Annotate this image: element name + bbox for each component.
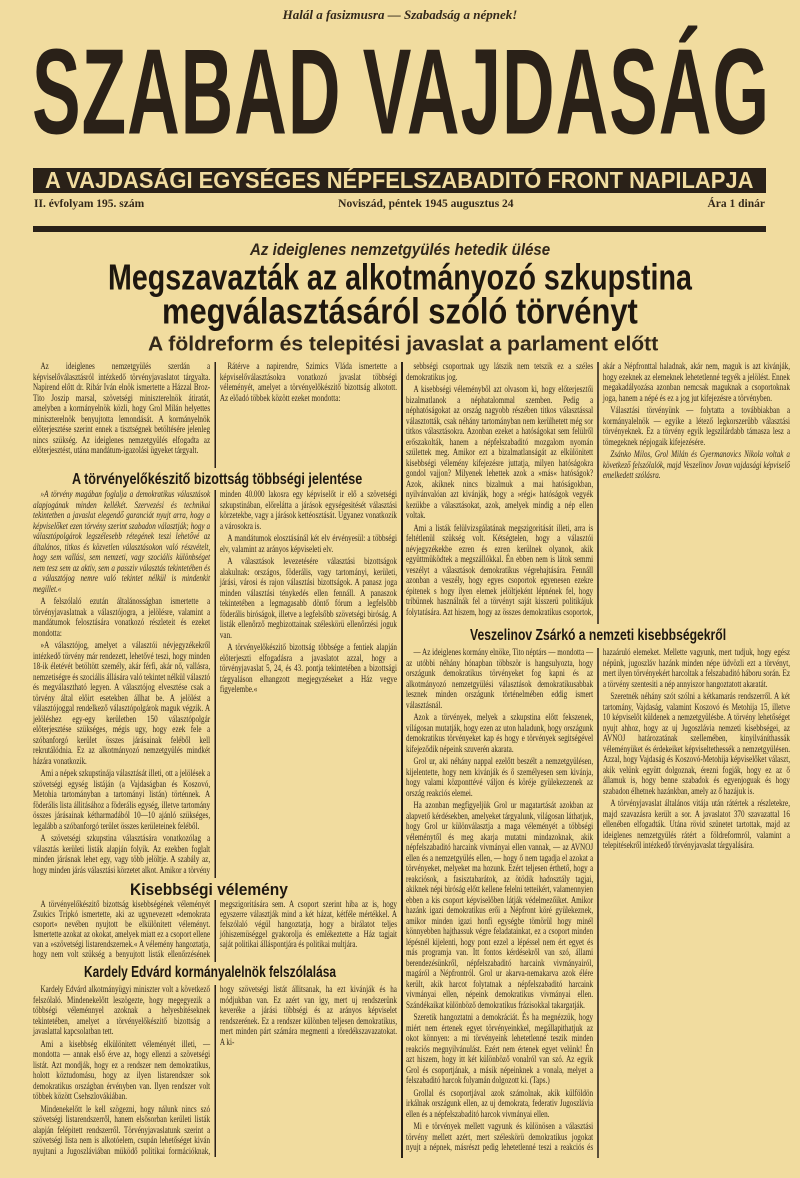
heading-text: A törvényelőkészitő bizottság többségi jelentése [72,470,363,488]
text-columns [33,490,397,878]
subheadline [148,334,680,357]
veszelinov-body [406,648,790,1158]
kardelj-body [33,985,397,1157]
paragraph: A törvényelőkészitő bizottság kisebbségének véleményét Zsukics Tripkó ismertette, aki az ugynevezett »demokrata csoport« nevében nyujtott be elkülönitett véleményt. Ismertette azokat az okokat, amelyek miatt ez a csoport ellene van a »szövetségi listarendszernek.« A vélemény hangoztatja, hogy nem volt szükség a benyujtott listák ellenőrzésének megszigoritására sem. A csoport szerint hiba az is, hogy egyszerre választják mind a két házat, kétféle mértékkel. A felszólaló végül hangoztatja, hogy a birálatot teljes jóhiszemüséggel gyakorolja és emlékeztette a Ház tagjait saját politikai álláspontjára és politikai multjára. [33,900,397,960]
section-heading-kardelj [84,964,443,983]
issue-info-line [34,198,765,210]
dateline: Noviszád, péntek 1945 augusztus 24 [338,198,514,210]
paragraph: Az ideiglenes nemzetgyülés szerdán a képviselőválasztásról intézkedő törvényjavaslatot tárgyalta. Napirend előtt dr. Ribár Iván elnök ismertette a Házzal Broz-Tito Joszip marsal, szövetségi miniszterelnök átiratát, amelyben a kormányelnök közli, hogy Grol Milán helyettes miniszterelnök benyujtotta lemondását. A kormányelnök előterjesztése szerint ennek a tisztségnek betöltésére jelenleg nincs szükség. Az ideiglenes nemzetgyülés elfogadta az előterjesztést, utána mandátum-igazolási ügyeket tárgyalt. [33,362,211,456]
paragraph: Ha azonban megfigyeljük Grol ur magatartását azokban az alapvető kérdésekben, amelyeket tárgyalunk, világosan láthatjuk, hogy Grol ur különválasztja a maga véleményét a többségi véleménytől és meg akarja mutatni mindazoknak, akik népfelszabaditó harcaink vivmányai ellen vannak, — az AVNOJ ellen és a nemzetgyülés ellen, — hogy ő nem tagadja el azokat a törvényeket, melyeket ma hozunk. Ezért teljesen érthető, hogy a reakciósok, a fasisztabarátok, az ötödik hadosztály tagjai, akiknek népi biróság előtt kellene felelni tetteikért, valamennyien ebben a kis csoport képviselőben látják védelmezőiket. Amikor hazánk igazi demokratikus erői a Népfront köré gyülekeznek, amikor minden igazi honfi egységbe tömörül hogy minél könnyebben hajthassuk végre feladatainkat, ez a csoport minden lépésnél kijelenti, hogy pont ezzel a lépéssel nem ért egyet és más programja van. Itt fontos kérdésekről van szó, állami berendezésünkről, népfelszabaditó harcaink vivmányairól, magáról a Népfrontról. Grol ur akarva-nemakarva azok élére került, akik harcot folytatnak a népfelszabaditó harcaink vivmányai ellen, népeink demokratikus vivmányai ellen. Szándékaikat különböző demokratikus frázisokkal takargatják. [406,801,594,1011]
price: Ára 1 dinár [707,198,765,210]
paragraph: A törvényelőkészitő bizottság többsége a fentiek alapján előterjeszti elfogadásra a javaslatot azzal, hogy a törvényjavaslat 5, 24, és 43. pontja tekintetében a bizottsági tárgyaláson elhangzott megjegyzéseket a Ház vegye figyelembe.« [219,643,397,695]
paragraph: Ami a listák felülvizsgálatának megszigoritását illeti, arra is feltétlenül szükség volt. Kétségtelen, hogy a választói névjegyzékekbe ezren és ezren kerülnek olyanok, akik együttmüködtek a megszállókkal. Én ebben nem is látok semmi veszélyt a választások demokratikus végrehajtására. Fennáll azonban a veszély, hogy egyes csoportok egyenesen ezekre épitenek s hogy ilyen elemek jelöltjeként lépnének fel, hogy tribünnek használnák fel a törvényt saját kisszerü politikájuk folytatására. Azt hiszem, hogy az összes demokratikus csoportok, akár a Népfronttal haladnak, akár nem, maguk is azt kivánják, hogy ezeknek az elemeknek lehetetlenné tegyék a jelölést. Ennek megakadályozása azonban nemcsak maguknak a csoportoknak joga, hanem a népé és ez a jog jut kifejezésre a törvényben. [406,362,790,618]
heading-text: Kardely Edvárd kormányalelnök felszólalása [84,963,337,981]
paragraph: A felszólaló ezután általánosságban ismertette a törvényjavaslatnak a választójogra, a jelölésre, valamint a mandátumok felosztására vonatkozó részleteit és ezeket mondotta: [33,597,211,639]
paragraph: Zsánko Milos, Grol Milán és Gyermanovics Nikola voltak a következő felszólalók, majd Veszelinov Jovan vajdasági képviselő emelkedett szólásra. [602,450,790,481]
paragraph: »A választójog, amelyet a választói névjegyzékekről intézkedő törvény már rendezett, lehetővé teszi, hogy minden 18-ik életévét betöltött személy, akár férfi, akár nő, vallásra, nemzetiségre és szociális állására való tekintet nélkül választó és megválasztható legyen. A választójog elvesztése csak a törvény által előirt esetekben állhat be. A jelölést a választójoggal rendelkező választópolgárok maguk végzik. A jelöléshez egy-egy kerületben 150 választópolgár előterjesztése szükséges, mégis ugy, hogy ezek fele a szóbanforgó kerület összes járásainak feléből kell rekrutálódnia. Ez az alkotmányozó nemzetgyülés mindkét házára vonatkozik. [33,641,211,767]
text-columns [406,648,790,1158]
kicker [250,241,588,260]
masthead-subtitle-band [33,168,766,193]
headline-text: Megszavazták az alkotmányozó szkupstina [108,258,692,298]
paragraph: Rátérve a napirendre, Szimics Vláda ismertette a képviselőválasztásokra vonatkozó javaslat többségi véleményét, amelyet a törvényelőkészitő bizottság alkotott. Az előadó többek között ezeket mondotta: [219,362,397,404]
newspaper-subtitle: A VAJDASÁGI EGYSÉGES NÉPFELSZABADITÓ FRONT NAPILAPJA [45,168,754,193]
subheadline-text: A földreform és telepitési javaslat a parlament előtt [148,332,659,355]
paragraph: Mindenekelőtt le kell szögezni, hogy nálunk nincs szó szövetségi listarendszerről, hanem elsősorban kerületi listák alapján felépitett rendszerről. Törvényjavaslatunk szerint a szövetségi lista nem is alkotóelem, csupán lehetőséget kiván nyujtani a Jugoszláviában müködő politikai formációknak, hogy szövetségi listát állitsanak, ha ezt kivánják és ha módjukban van. Ez azért van igy, mert uj rendszerünk keveréke a járási többségi és az arányos képviselet rendszerének. Ez a rendszer különben teljesen demokratikus, mert minden párt számára megmenti a töredékszavazatokat. A ki- [33,985,397,1157]
text-columns [33,900,397,962]
paragraph: Mi e törvények mellett vagyunk és különösen a választási törvény mellett azért, mert széleskörü demokratikus jogokat nyujt a népnek, másrészt pedig lehetetlenné teszi a reakciós és hazaáruló elemeket. Mellette vagyunk, mert tudjuk, hogy egész népünk, jugoszláv hazánk minden népe üdvözli ezt a törvényt, mert ilyen törvényekért harcoltak a felszabaditó háboru során. Ez a törvény szentesiti a nép annyiszor hangoztatott akaratát. [406,648,790,1153]
heading-text: Kisebbségi vélemény [130,880,288,899]
heading-text: Veszelinov Zsárkó a nemzeti kisebbségekről [470,626,727,644]
paragraph: A mandátumok elosztásánál két elv érvényesül: a többségi elv, valamint az arányos képviseleti elv. [219,534,397,555]
kardelj-continued [406,362,790,624]
kicker-text: Az ideiglenes nemzetgyülés hetedik ülése [250,240,551,259]
majority-report-body [33,490,397,878]
paragraph: A kisebbségi véleményből azt olvasom ki, hogy előterjesztői bizalmatlanok a néphatalommal szemben. Pedig a néphatóságokat az ország nagyobb részében titkos választással választották, csak néhány tartományban nem kerülhetett még sor titkos választásokra. Azonban ezeket a hatóságokat sem felülről erőszakolták, hanem a népfelszabaditó mozgalom nyomán születtek meg. Amikor ezt a bizalmatlanságát az elkülönitett kisebbségi vélemény kifejezésre juttatja, milyen hatóságokra gondol vajjon? Milyenek lehettek azok a »más« hatóságok? Azok, akiknek nincs bizalmuk a mai hatóságokban, nyilvánvalóan azt kivánják, hogy a »régi« hatóságok vegyék kezükbe a választásokat, azok, amelyek mindig a nép ellen voltak. [406,385,594,521]
paragraph: A szövetségi szkupstina választására vonatkozólag a választás kerületi listák alapján folyik. Az ezekben foglalt minden járásnak lehet egy, vagy több jelöltje. A szabály az, hogy minden járás választási körzetet alkot. Amikor a törvény minden 40.000 lakosra egy képviselőt ir elő a szövetségi szkupstinában, előrelátta a járások egységesitését választási körzetekbe, vagy a járások kettéosztását. Ugyanez vonatkozik a városokra is. [33,490,397,876]
paragraph: A választások levezetésére választási bizottságok alakulnak: országos, föderális, vagy tartományi, kerületi, járási, városi és rajon választási bizottságok. A panasz joga minden választási ténykedés ellen fennáll. A panaszok tekintetében a legmagasabb döntő fórum a legfelsőbb föderális biróságok, illetve a legfelsőbb szövetségi biróság. A listák ellenőrző megbizottainak széleskörü ellenőrzési joguk van. [219,557,397,641]
masthead-divider [33,226,766,232]
issue-number: II. évfolyam 195. szám [34,198,145,210]
paragraph: Grol ur, aki néhány nappal ezelőtt beszélt a nemzetgyülésen, kijelentette, hogy nem kivánják és ő személyesen sem kivánja, hogy valami központtévé váljon és köréje gyülekezzenek az ország reakciós elemei. [406,757,594,799]
masthead [32,22,800,180]
section-heading-minority [130,881,303,900]
paragraph: Ami a kisebbség elkülönitett véleményét illeti, — mondotta — annak első érve az, hogy ellenzi a szövetségi listát. Azt mondják, hogy ez a rendszer nem demokratikus, holott köztudomásu, hogy az ilyen listarendszer sok demokratikus országban érvényben van. Ilyen rendszer volt többek között Csehszlovákiában. [33,1039,211,1102]
paragraph: Szeretnék néhány szót szólni a kétkamarás rendszerről. A két tartomány, Vajdaság, valamint Koszovó és Metohija 15, illetve 10 képviselőt küldenek a nemzetgyülésbe. A törvény lehetőséget nyujt ahhoz, hogy az uj Jugoszlávia nemzeti kisebbségei, az AVNOJ határozatának szellemében, kinyilváníthassák véleményüket és érdekeiket képviseltethessék a nemzetgyülésen. Azzal, hogy Vajdaság és Koszovó-Metohija képviselőket választ, akik velünk együtt dolgoznak, érezni fogják, hogy ez az ő államuk is, hogy benne szabadok és egyenjoguak és hogy szabadon élhetnek hazánkban, amely az ő hazájuk is. [602,692,790,797]
paragraph: — Az ideiglenes kormány elnöke, Tito néptárs — mondotta — az utóbbi néhány hónapban többször is hangsulyozta, hogy országunk demokratikus törvényeket fog kapni és az alkotmányozó nemzetgyülési választások demokratikusabbak lesznek minden országunk történelmében eddig ismert választásnál. [406,648,594,711]
slogan: Halál a fasizmusra — Szabadság a népnek! [282,7,518,22]
paragraph: Azok a törvények, melyek a szkupstina előtt fekszenek, világosan mutatják, hogy ezen az uton haladunk, hogy országunk demokratikus törvényeket kap és hogy e törvények segitségével kifejeződik népeink szuverén akarata. [406,713,594,755]
paragraph: Választási törvényünk — folytatta a továbbiakban a kormányalelnök — egyike a létező legkorszerübb választási törvényeknek. Ez a törvény egyik legszilárdabb támasza lesz a tömegeknek népjogaik kifejezésére. [602,406,790,448]
paragraph: »A törvény magában foglalja a demokratikus választások alapjogának minden kellékét. Szervezési és technikai tekintetben a javaslat elegendő garanciát nyujt arra, hogy a képviselőket ezen törvény szerint szabadon választják; hogy a választópolgárok legszélesebb rétegének teszi lehetővé az általános, titkos és közvetlen választásokon való részvételt, hogy sem vallási, sem nemzeti, vagy szociális különbséget nem tesz sem az aktiv, sem a passziv választás tekintetében és a választójog nemre való tekintet nélkül is mindenkit megillet.« [33,490,211,595]
paragraph: Ami a népek szkupstinája választását illeti, ott a jelölések a szövetségi egység listáján (a Vajdaságban és Koszovó, Metohia tartományban a tartományi listán) történnek. A föderális lista állitásához a föderális egység, illetve tartomány összes járásainak kétharmadából 10—10 ajánló szükséges, legalább a szóbanforgó terület összes kerületeinek feléből. [33,769,211,832]
text-columns [33,362,397,468]
headline-text: megválasztásáról szóló törvényt [162,292,638,332]
text-columns [33,985,397,1157]
paragraph: Grollal és csoportjával azok számolnak, akik külföldön irkálnak országunk ellen, az uj demokrata, federativ Jugoszlávia ellen és a népfelszabaditó harcok vivmányai ellen. [406,1088,594,1120]
paragraph: Kardely Edvárd alkotmányügyi miniszter volt a következő felszólaló. Mindenekelőtt leszögezte, hogy megegyezik a többségi véleménnyel azoknak a helyesbitéseknek tekintetében, amelyet a törvényelőkészitő bizottság a javaslattal kapcsolatban tett. [33,985,211,1037]
newspaper-title: SZABAD VAJDASÁG [32,22,771,160]
paragraph: A törvényjavaslat általános vitája után rátértek a részletekre, majd szavazásra került a sor. A javaslatot 370 szavazattal 16 ellenében elfogadták. Utána rövid szünetet tartottak, majd az ideiglenes nemzetgyülés rátért a földreformról, valamint a telepitésekről intézkedő törvényjavaslat tárgyalására. [602,799,790,851]
paragraph: Szeretik hangoztatni a demokráciát. És ha megnézzük, hogy miért nem értenek egyet törvényeinkkel, megállapithatjuk az okot könnyen: a mi törvényeink lehetetlenné teszik minden reakciós megnyilvánulást. Ezért nem értenek egyet velünk! Én azt hiszem, hogy itt két különböző vonalról van szó. Az egyik Grol és csoportjának, a másik népeinknek a vonala, melyet a felszabaditó harcok folyamán dolgozott ki. (Taps.) [406,1013,594,1086]
paragraph: sebbségi csoportnak ugy látszik nem tetszik ez a széles demokratikus jog. [406,362,594,383]
text-columns [406,362,790,624]
headline-line-2 [162,294,778,334]
section-heading-veszelinov [470,627,800,646]
minority-report-body [33,900,397,962]
lead-intro [33,362,397,468]
